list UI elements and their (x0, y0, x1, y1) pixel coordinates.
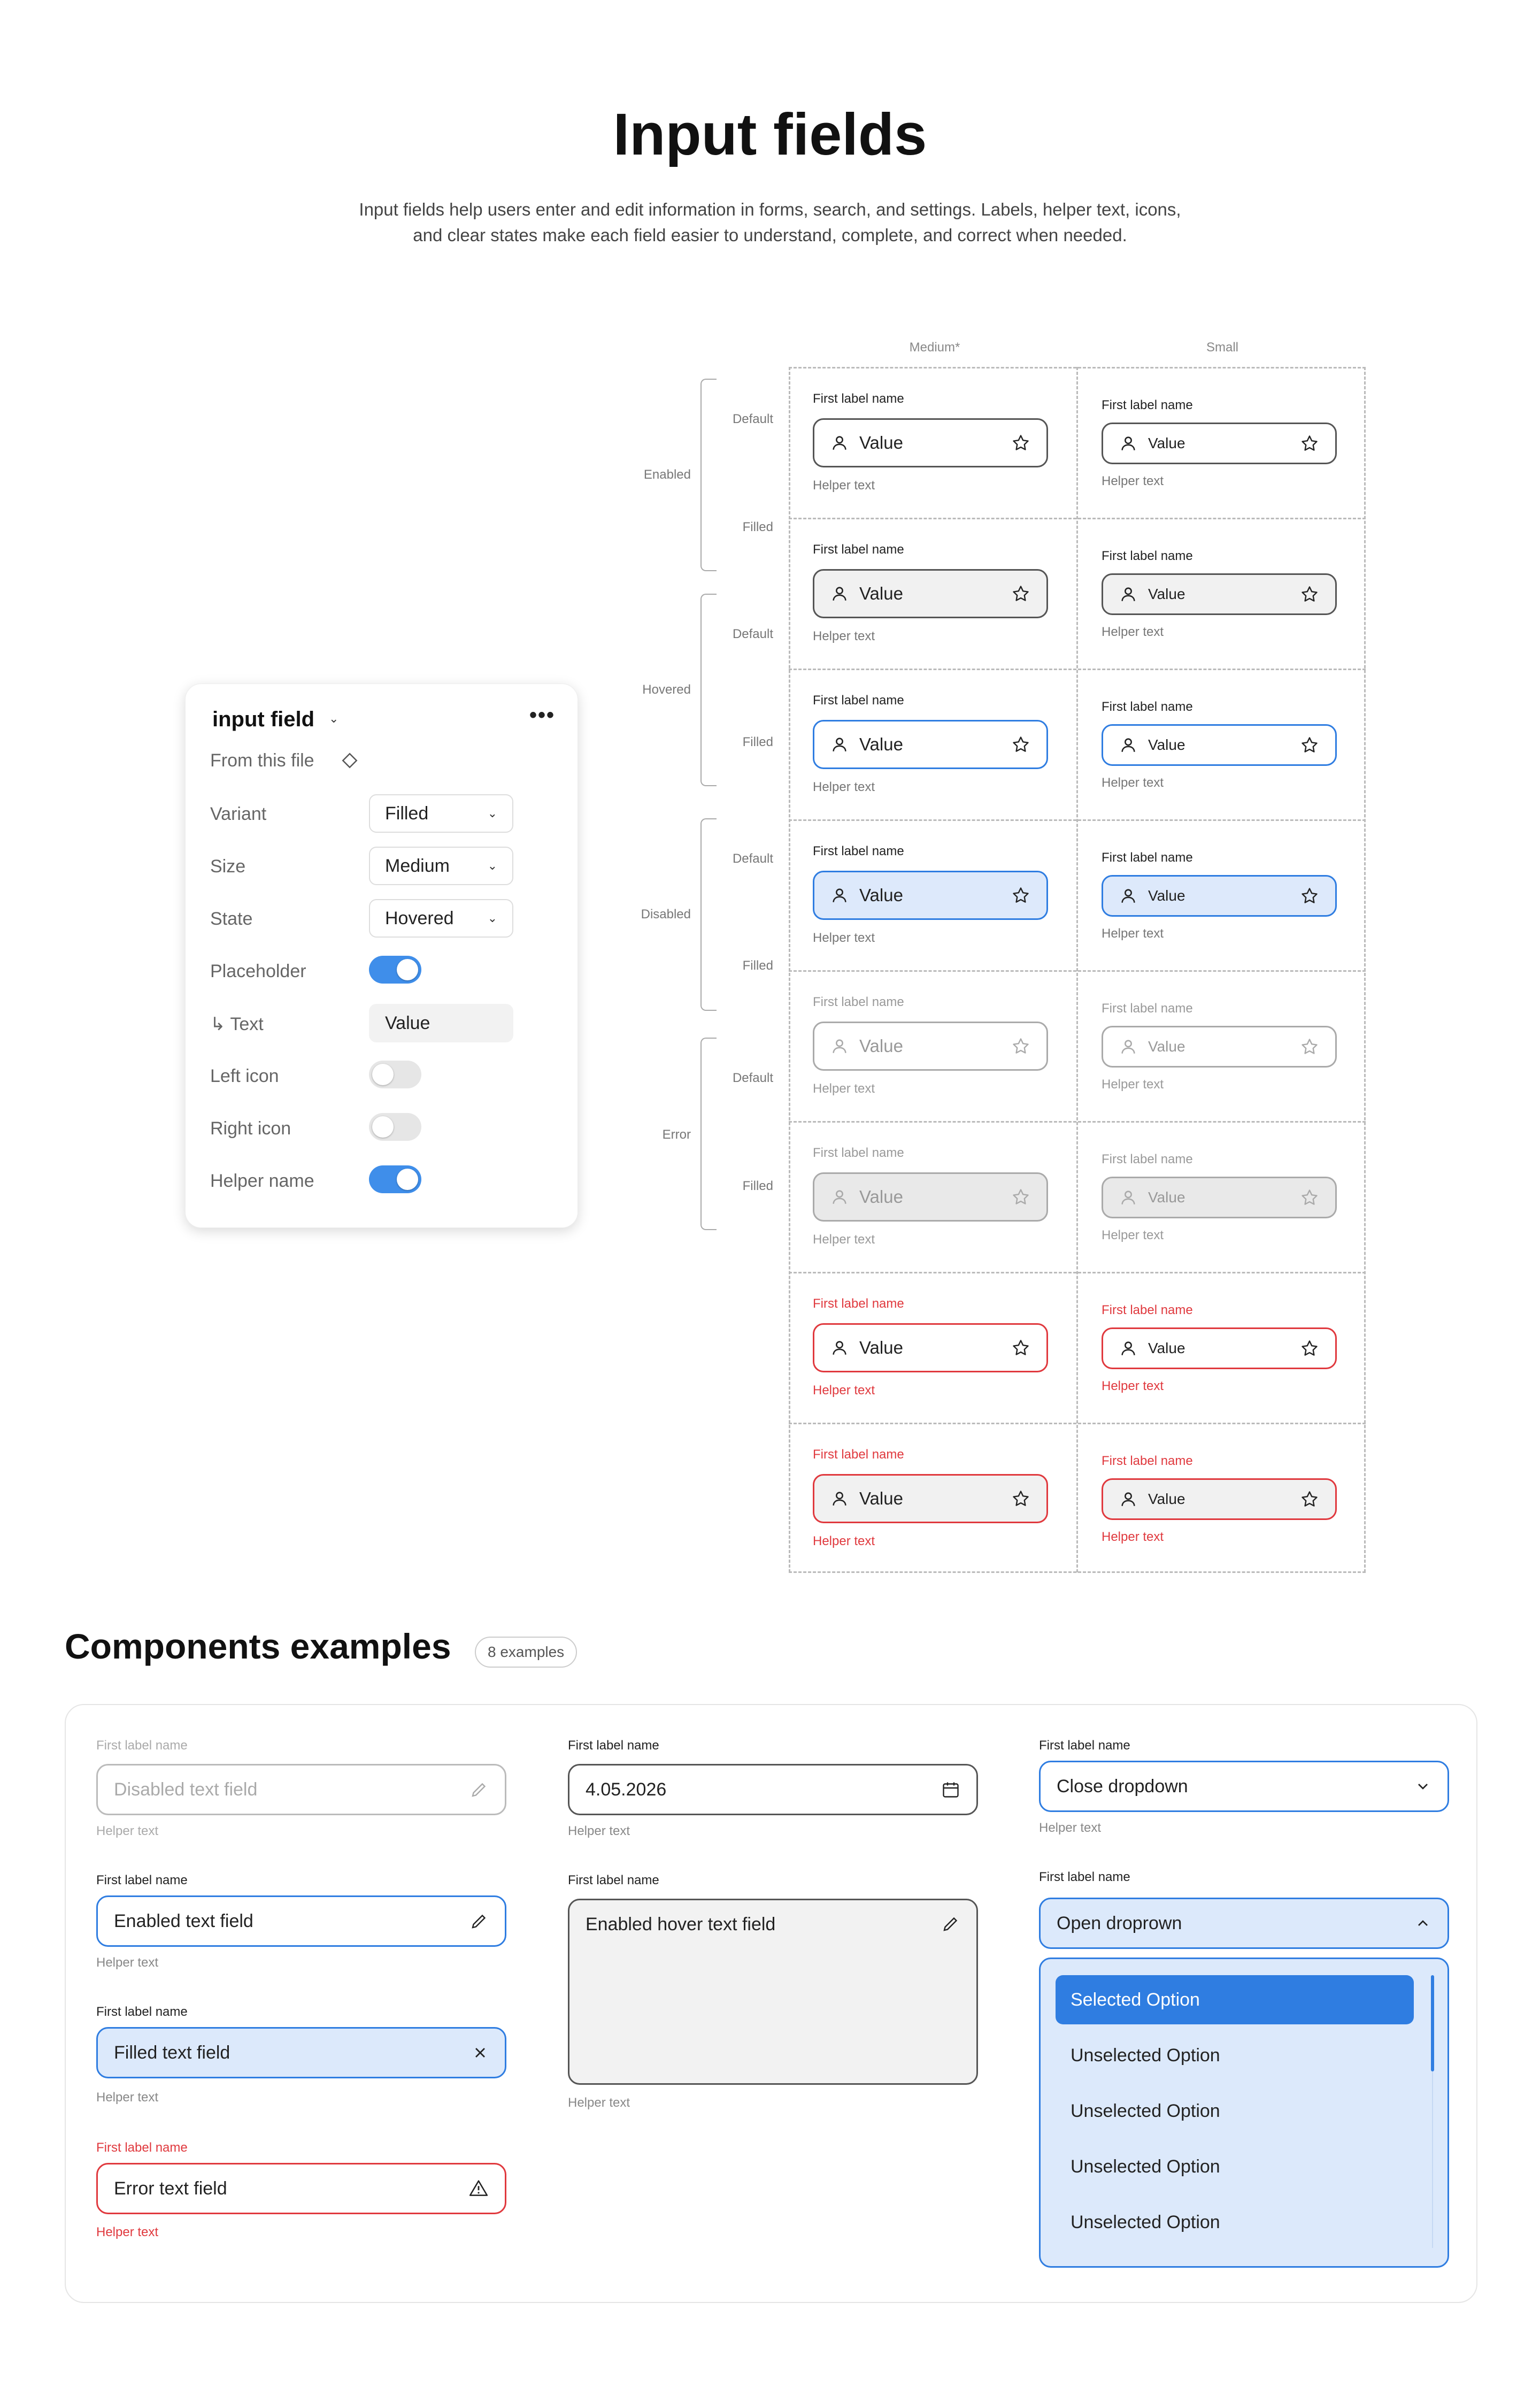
input-field-small[interactable] (1102, 724, 1337, 766)
enabled-field-value: Enabled text field (114, 1910, 253, 1931)
panel-source: From this file (210, 750, 314, 771)
left-icon-toggle[interactable] (369, 1061, 421, 1088)
field-label: First label name (96, 2140, 188, 2155)
state-label: State (210, 909, 253, 929)
sub-label-default: Default (732, 627, 773, 641)
textarea-value: Enabled hover text field (586, 1914, 776, 1935)
helper-text: Helper text (813, 1081, 875, 1096)
field-value: Value (1148, 1340, 1185, 1356)
date-value: 4.05.2026 (586, 1779, 667, 1800)
sub-label-default: Default (732, 412, 773, 426)
field-label: First label name (813, 542, 904, 557)
helper-text: Helper text (1102, 474, 1164, 488)
helper-text: Helper text (568, 2095, 630, 2110)
field-label: First label name (1102, 850, 1193, 865)
open-dropdown-value: Open droprown (1057, 1913, 1182, 1933)
field-value: Value (859, 433, 903, 452)
text-value: Value (385, 1012, 430, 1033)
star-icon (1300, 1490, 1319, 1509)
examples-count-badge: 8 examples (475, 1637, 577, 1668)
field-value: Value (1148, 1038, 1185, 1055)
filled-field-value: Filled text field (114, 2042, 230, 2063)
scrollbar-track[interactable] (1432, 2071, 1433, 2248)
field-label: First label name (813, 844, 904, 858)
input-field-medium[interactable] (813, 1323, 1048, 1372)
field-value: Value (1148, 1491, 1185, 1507)
pencil-icon[interactable] (469, 1912, 489, 1931)
grid-line (1364, 367, 1366, 1572)
grid-line (789, 669, 1366, 670)
close-dropdown[interactable] (1039, 1761, 1449, 1812)
option-item[interactable]: Unselected Option (1071, 2212, 1220, 2232)
star-icon (1300, 886, 1319, 905)
calendar-icon[interactable] (941, 1780, 960, 1799)
input-field-small (1102, 1177, 1337, 1218)
field-label: First label name (96, 1873, 188, 1887)
placeholder-label: Placeholder (210, 961, 306, 981)
disabled-text-field (96, 1764, 506, 1815)
option-item[interactable]: Unselected Option (1071, 2100, 1220, 2121)
user-icon (830, 1339, 849, 1357)
field-value: Value (859, 1488, 903, 1508)
helper-text: Helper text (1102, 625, 1164, 639)
more-icon[interactable]: ••• (529, 703, 556, 727)
group-label-hovered: Hovered (642, 682, 691, 697)
grid-line (789, 367, 790, 1572)
panel-title[interactable]: input field (212, 708, 315, 731)
grid-line (1076, 367, 1078, 1572)
group-bracket (700, 818, 717, 1011)
input-field-small[interactable] (1102, 423, 1337, 464)
field-label: First label name (568, 1873, 659, 1887)
field-label: First label name (1102, 549, 1193, 563)
right-icon-toggle[interactable] (369, 1113, 421, 1141)
input-field-small[interactable] (1102, 875, 1337, 917)
group-bracket (700, 379, 717, 571)
star-icon (1300, 1339, 1319, 1358)
variant-value: Filled (385, 803, 429, 824)
field-value: Value (859, 1338, 903, 1357)
field-label: First label name (813, 995, 904, 1009)
field-value: Value (1148, 586, 1185, 602)
helper-text: Helper text (813, 780, 875, 794)
field-label: First label name (568, 1738, 659, 1753)
user-icon (830, 585, 849, 603)
field-label: First label name (1102, 1454, 1193, 1468)
helper-text: Helper text (813, 629, 875, 643)
option-item[interactable]: Unselected Option (1071, 2045, 1220, 2066)
group-bracket (700, 1038, 717, 1230)
grid-line (789, 518, 1366, 519)
field-label: First label name (813, 1447, 904, 1462)
user-icon (830, 1037, 849, 1055)
state-select[interactable] (369, 899, 513, 938)
user-icon (830, 886, 849, 904)
helper-text: Helper text (813, 1534, 875, 1548)
date-field[interactable] (568, 1764, 978, 1815)
group-bracket (700, 594, 717, 786)
helper-text: Helper text (1102, 776, 1164, 790)
helper-text: Helper text (1102, 926, 1164, 941)
group-label-enabled: Enabled (643, 467, 691, 482)
error-field-value: Error text field (114, 2178, 227, 2199)
star-icon (1011, 584, 1030, 603)
group-label-error: Error (662, 1127, 691, 1142)
field-label: First label name (1102, 1303, 1193, 1317)
user-icon (1119, 1188, 1137, 1207)
input-field-medium[interactable] (813, 1474, 1048, 1523)
size-value: Medium (385, 855, 450, 876)
helper-text: Helper text (1039, 1821, 1102, 1835)
page-description: Input fields help users enter and edit information in forms, search, and settings. Labels, helper text, icons, and clear states make each field easier to understand, complete, and correct when needed. (359, 199, 1181, 245)
field-value: Value (1148, 435, 1185, 451)
user-icon (1119, 585, 1137, 603)
component-icon[interactable] (341, 751, 358, 769)
pencil-icon[interactable] (941, 1914, 960, 1933)
star-icon (1300, 1037, 1319, 1056)
field-value: Value (859, 885, 903, 905)
variant-label: Variant (210, 804, 267, 824)
field-label: First label name (1039, 1738, 1130, 1753)
user-icon (830, 434, 849, 452)
input-field-small (1102, 1026, 1337, 1068)
helper-text: Helper text (96, 1824, 159, 1838)
input-field-medium[interactable] (813, 569, 1048, 618)
input-field-medium[interactable] (813, 418, 1048, 467)
input-field-small[interactable] (1102, 1327, 1337, 1369)
option-item[interactable]: Selected Option (1056, 1975, 1414, 2024)
star-icon (1011, 886, 1030, 905)
star-icon (1011, 433, 1030, 452)
field-label: First label name (1102, 700, 1193, 714)
field-value: Value (1148, 736, 1185, 753)
helper-text: Helper text (96, 2090, 159, 2105)
open-dropdown[interactable] (1039, 1898, 1449, 1949)
option-item[interactable]: Unselected Option (1071, 2156, 1220, 2177)
input-field-small[interactable] (1102, 1478, 1337, 1520)
field-value: Value (859, 584, 903, 603)
state-value: Hovered (385, 908, 454, 928)
field-label: First label name (96, 2005, 188, 2019)
input-field-medium (813, 1022, 1048, 1071)
input-field-medium[interactable] (813, 871, 1048, 920)
user-icon (1119, 1339, 1137, 1357)
warning-icon (468, 2178, 489, 2199)
field-label: First label name (813, 693, 904, 708)
input-field-medium (813, 1172, 1048, 1222)
properties-panel (185, 684, 578, 1228)
pencil-icon (469, 1780, 489, 1799)
user-icon (830, 1490, 849, 1508)
scrollbar-thumb[interactable] (1431, 1975, 1434, 2071)
text-label: ↳ Text (210, 1014, 264, 1034)
section-title: Components examples (65, 1626, 451, 1666)
field-label: First label name (1102, 1001, 1193, 1016)
chevron-up-icon[interactable] (1414, 1915, 1431, 1932)
size-select[interactable] (369, 847, 513, 885)
disabled-field-value: Disabled text field (114, 1779, 258, 1800)
chevron-down-icon[interactable]: ⌄ (329, 712, 339, 725)
hover-textarea[interactable] (568, 1899, 978, 2085)
field-label: First label name (96, 1738, 188, 1753)
helper-text: Helper text (568, 1824, 630, 1838)
chevron-down-icon: ⌄ (487, 859, 497, 872)
grid-line (789, 1272, 1366, 1273)
field-value: Value (1148, 1189, 1185, 1206)
sub-label-default: Default (732, 851, 773, 866)
field-value: Value (859, 1036, 903, 1056)
helper-text: Helper text (1102, 1530, 1164, 1544)
user-icon (1119, 434, 1137, 452)
field-value: Value (859, 1187, 903, 1207)
left-icon-label: Left icon (210, 1066, 279, 1086)
chevron-down-icon: ⌄ (487, 807, 497, 820)
helper-name-toggle[interactable] (369, 1165, 421, 1193)
star-icon (1011, 1489, 1030, 1508)
helper-text: Helper text (1102, 1379, 1164, 1393)
star-icon (1011, 1187, 1030, 1207)
column-header-medium: Medium* (909, 340, 960, 355)
error-text-field[interactable] (96, 2163, 506, 2214)
helper-text: Helper text (96, 1955, 159, 1970)
chevron-down-icon[interactable] (1414, 1778, 1431, 1795)
sub-label-filled: Filled (742, 1179, 773, 1193)
enabled-text-field[interactable] (96, 1895, 506, 1947)
dropdown-options-list (1039, 1958, 1449, 2268)
star-icon (1300, 585, 1319, 604)
star-icon (1300, 1188, 1319, 1207)
star-icon (1011, 1037, 1030, 1056)
placeholder-toggle[interactable] (369, 956, 421, 984)
user-icon (830, 1188, 849, 1206)
field-value: Value (1148, 887, 1185, 904)
star-icon (1011, 735, 1030, 754)
sub-label-filled: Filled (742, 735, 773, 749)
sub-label-filled: Filled (742, 520, 773, 534)
input-field-small[interactable] (1102, 573, 1337, 615)
grid-line (789, 1571, 1366, 1573)
star-icon (1300, 434, 1319, 453)
page-title: Input fields (613, 102, 927, 167)
size-label: Size (210, 856, 246, 877)
field-label: First label name (813, 1296, 904, 1311)
user-icon (1119, 1038, 1137, 1056)
helper-text: Helper text (813, 1383, 875, 1398)
field-label: First label name (1102, 398, 1193, 412)
close-dropdown-value: Close dropdown (1057, 1776, 1188, 1797)
close-icon[interactable] (472, 2044, 489, 2061)
field-label: First label name (1102, 1152, 1193, 1166)
filled-text-field[interactable] (96, 2027, 506, 2078)
grid-line (789, 819, 1366, 821)
chevron-down-icon: ⌄ (487, 911, 497, 925)
column-header-small: Small (1206, 340, 1238, 355)
helper-name-label: Helper name (210, 1171, 314, 1191)
helper-text: Helper text (1102, 1228, 1164, 1242)
helper-text: Helper text (813, 478, 875, 493)
field-label: First label name (813, 1146, 904, 1160)
field-value: Value (859, 734, 903, 754)
text-value-input[interactable] (369, 1004, 513, 1042)
grid-line (789, 970, 1366, 972)
helper-text: Helper text (813, 1232, 875, 1247)
star-icon (1011, 1338, 1030, 1357)
helper-text: Helper text (813, 931, 875, 945)
helper-text: Helper text (96, 2225, 159, 2239)
sub-label-default: Default (732, 1071, 773, 1085)
grid-line (789, 1121, 1366, 1123)
right-icon-label: Right icon (210, 1118, 291, 1139)
user-icon (1119, 736, 1137, 754)
helper-text: Helper text (1102, 1077, 1164, 1092)
user-icon (1119, 887, 1137, 905)
user-icon (1119, 1490, 1137, 1508)
group-label-disabled: Disabled (641, 907, 691, 922)
star-icon (1300, 735, 1319, 755)
variant-select[interactable] (369, 794, 513, 833)
input-field-medium[interactable] (813, 720, 1048, 769)
grid-line (789, 1423, 1366, 1424)
field-label: First label name (813, 392, 904, 406)
grid-line (789, 367, 1366, 369)
field-label: First label name (1039, 1870, 1130, 1884)
user-icon (830, 735, 849, 754)
sub-label-filled: Filled (742, 958, 773, 973)
